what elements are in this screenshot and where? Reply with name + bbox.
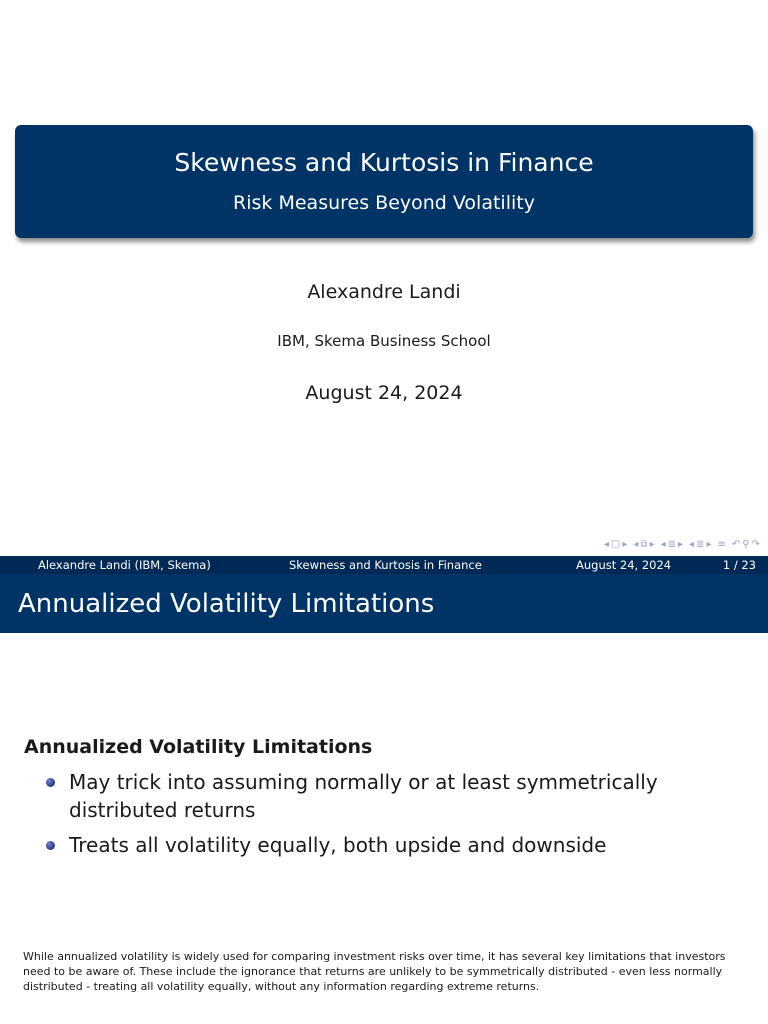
align-nav — [718, 539, 726, 551]
list-item — [46, 831, 756, 859]
nav-right-arrow-icon[interactable]: ▸ — [678, 539, 684, 550]
search-nav — [732, 539, 760, 551]
footer-date: August 24, 2024 — [576, 558, 672, 572]
bullet-icon — [46, 778, 55, 787]
forward-loop-icon[interactable]: ↷ — [751, 539, 760, 550]
nav-right-arrow-icon[interactable]: ▸ — [649, 539, 655, 550]
nav-left-arrow-icon[interactable]: ◂ — [633, 539, 639, 550]
bullet-text: May trick into assuming normally or at least symmetrically distributed returns — [69, 770, 658, 822]
bullet-list — [46, 768, 756, 866]
subsection-icon[interactable]: ⧉ — [640, 539, 648, 550]
presentation-subtitle: Risk Measures Beyond Volatility — [233, 192, 535, 214]
author-name: Alexandre Landi — [307, 281, 461, 303]
frame-icon[interactable]: □ — [610, 539, 621, 550]
section-icon[interactable]: ≣ — [667, 539, 677, 550]
frame-nav — [604, 539, 628, 551]
speaker-note: While annualized volatility is widely used for comparing investment risks over time, it has several key limitations that investors need to be aware of. These include the ignorance that returns are unlikely to be symmetrically distributed - even less normally distributed - treating all volatility equally, without any information regarding extreme returns. — [23, 950, 726, 993]
title-box — [15, 125, 753, 238]
footer-bar — [0, 556, 768, 574]
nav-left-arrow-icon[interactable]: ◂ — [660, 539, 666, 550]
frame-title-bar — [0, 574, 768, 633]
bullet-icon — [46, 841, 55, 850]
search-icon[interactable]: ⚲ — [742, 539, 750, 550]
subsection-nav — [633, 539, 654, 551]
section-nav — [661, 539, 683, 551]
nav-right-arrow-icon[interactable]: ▸ — [622, 539, 628, 550]
list-item — [46, 768, 756, 824]
institute-name: IBM, Skema Business School — [277, 332, 491, 350]
block-heading: Annualized Volatility Limitations — [24, 736, 373, 758]
presentation-title: Skewness and Kurtosis in Finance — [174, 148, 594, 177]
nav-left-arrow-icon[interactable]: ◂ — [689, 539, 695, 550]
nav-right-arrow-icon[interactable]: ▸ — [706, 539, 712, 550]
part-icon[interactable]: ≣ — [696, 539, 705, 550]
presentation-date: August 24, 2024 — [305, 382, 463, 404]
nav-left-arrow-icon[interactable]: ◂ — [603, 539, 609, 550]
footer-page-number: 1 / 23 — [722, 558, 756, 572]
part-nav — [689, 539, 711, 551]
back-loop-icon[interactable]: ↶ — [731, 539, 741, 550]
frame-title: Annualized Volatility Limitations — [18, 589, 435, 619]
footer-author: Alexandre Landi (IBM, Skema) — [38, 558, 211, 572]
navigation-symbols — [604, 537, 760, 553]
footer-title: Skewness and Kurtosis in Finance — [289, 558, 482, 572]
align-icon[interactable]: ≡ — [717, 539, 726, 550]
bullet-text: Treats all volatility equally, both upside and downside — [69, 833, 607, 857]
